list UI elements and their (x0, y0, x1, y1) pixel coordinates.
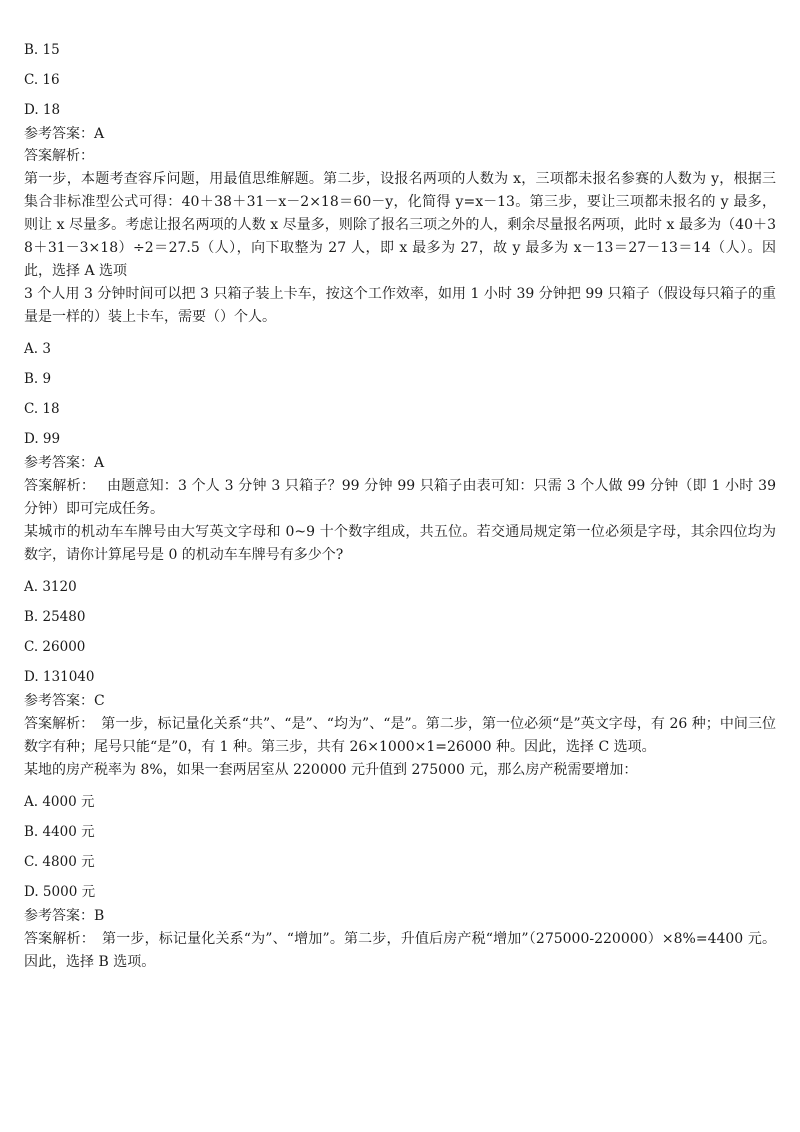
option-d: D. 18 (24, 102, 61, 118)
question-text: 3 个人用 3 分钟时间可以把 3 只箱子装上卡车，按这个工作效率，如用 1 小时 39 分钟把 99 只箱子（假设每只箱子的重量是一样的）装上卡车，需要（）个人。 (24, 286, 776, 325)
option-a: A. 4000 元 (24, 794, 95, 810)
option-d: D. 99 (24, 431, 61, 447)
option-a: A. 3120 (24, 579, 77, 595)
analysis-label: 答案解析： (24, 148, 94, 164)
option-c: C. 16 (24, 72, 60, 88)
reference-answer: 参考答案：B (24, 908, 105, 924)
reference-answer: 参考答案：A (24, 455, 105, 471)
option-a: A. 3 (24, 341, 51, 357)
option-b: B. 4400 元 (24, 824, 95, 840)
option-c: C. 4800 元 (24, 854, 95, 870)
question-block-1 (24, 283, 776, 521)
question-text: 某城市的机动车车牌号由大写英文字母和 0~9 十个数字组成，共五位。若交通局规定第一位必须是字母，其余四位均为数字，请你计算尾号是 0 的机动车车牌号有多少个? (24, 524, 776, 563)
option-b: B. 25480 (24, 609, 86, 625)
option-c: C. 18 (24, 401, 60, 417)
reference-answer: 参考答案：A (24, 126, 105, 142)
analysis-text: 答案解析： 第一步，标记量化关系“为”、“增加”。第二步，升值后房产税“增加”（275000-220000）×8%=4400 元。因此，选择 B 选项。 (24, 931, 776, 970)
reference-answer: 参考答案：C (24, 693, 105, 709)
analysis-text: 第一步，本题考查容斥问题，用最值思维解题。第二步，设报名两项的人数为 x，三项都未报名参赛的人数为 y，根据三集合非标准型公式可得：40＋38＋31－x－2×18＝60－y，化简得 y=x－13。第三步，要让三项都未报名的 y 最多，则让 x 尽量多。考虑让报名两项的人数 x 尽量多，则除了报名三项之外的人，剩余尽量报名两项，此时 x 最多为（40＋38＋31－3×18）÷2＝27.5（人），向下取整为 27 人，即 x 最多为 27，故 y 最多为 x－13＝27－13＝14（人）。因此，选择 A 选项 (24, 171, 776, 279)
option-d: D. 131040 (24, 669, 95, 685)
question-block-3 (24, 759, 776, 974)
option-c: C. 26000 (24, 639, 86, 655)
question-text: 某地的房产税率为 8%，如果一套两居室从 220000 元升值到 275000 元，那么房产税需要增加： (24, 762, 638, 778)
question-block-0 (24, 40, 776, 283)
option-b: B. 9 (24, 371, 52, 387)
analysis-text: 答案解析： 第一步，标记量化关系“共”、“是”、“均为”、“是”。第二步，第一位必须“是”英文字母，有 26 种；中间三位数字有种；尾号只能“是”0，有 1 种。第三步，共有 26×1000×1=26000 种。因此，选择 C 选项。 (24, 716, 776, 755)
option-b: B. 15 (24, 42, 60, 58)
analysis-text: 答案解析： 由题意知：3 个人 3 分钟 3 只箱子？99 分钟 99 只箱子由表可知：只需 3 个人做 99 分钟（即 1 小时 39 分钟）即可完成任务。 (24, 478, 776, 517)
option-d: D. 5000 元 (24, 884, 96, 900)
question-block-2 (24, 521, 776, 759)
document-page (24, 40, 776, 974)
